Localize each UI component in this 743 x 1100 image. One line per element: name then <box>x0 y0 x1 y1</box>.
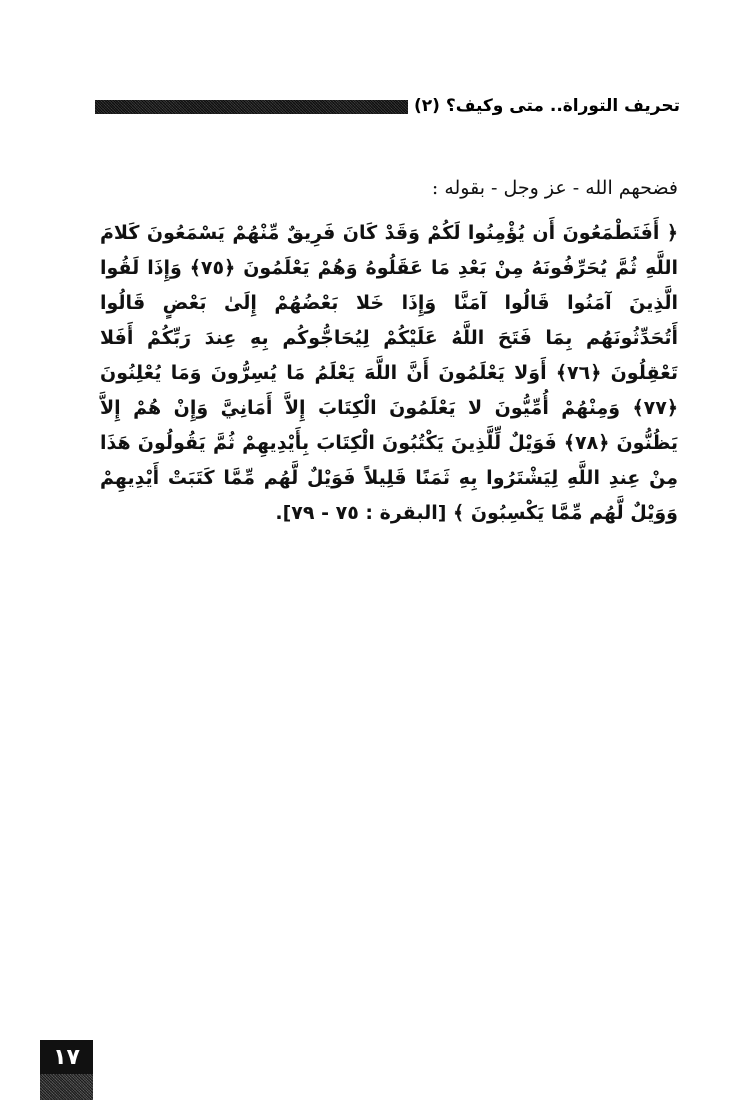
header-title: تحريف التوراة.. متى وكيف؟ (٢) <box>414 96 680 116</box>
intro-text: فضحهم الله - عز وجل - بقوله : <box>431 177 678 199</box>
quran-verse-block: ﴿ أَفَتَطْمَعُونَ أَن يُؤْمِنُوا لَكُمْ وَقَدْ كَانَ فَرِيقٌ مِّنْهُمْ يَسْمَعُونَ كَلامَ اللَّهِ ثُمَّ يُحَرِّفُونَهُ مِنْ بَعْدِ مَا عَقَلُوهُ وَهُمْ يَعْلَمُونَ ﴿٧٥﴾ وَإِذَا لَقُوا الَّذِينَ آمَنُوا قَالُوا آمَنَّا وَإِذَا خَلا بَعْضُهُمْ إِلَىٰ بَعْضٍ قَالُوا أَتُحَدِّثُونَهُم بِمَا فَتَحَ اللَّهُ عَلَيْكُمْ لِيُحَاجُّوكُم بِهِ عِندَ رَبِّكُمْ أَفَلا تَعْقِلُونَ ﴿٧٦﴾ أَوَلا يَعْلَمُونَ أَنَّ اللَّهَ يَعْلَمُ مَا يُسِرُّونَ وَمَا يُعْلِنُونَ ﴿٧٧﴾ وَمِنْهُمْ أُمِّيُّونَ لا يَعْلَمُونَ الْكِتَابَ إِلاَّ أَمَانِيَّ وَإِنْ هُمْ إِلاَّ يَظُنُّونَ ﴿٧٨﴾ فَوَيْلٌ لِّلَّذِينَ يَكْتُبُونَ الْكِتَابَ بِأَيْدِيهِمْ ثُمَّ يَقُولُونَ هَذَا مِنْ عِندِ اللَّهِ لِيَشْتَرُوا بِهِ ثَمَنًا قَلِيلاً فَوَيْلٌ لَّهُم مِّمَّا كَتَبَتْ أَيْدِيهِمْ وَوَيْلٌ لَّهُم مِّمَّا يَكْسِبُونَ ﴾ [البقرة : ٧٥ - ٧٩]. <box>100 222 679 524</box>
verse-close-bracket: ﴾ <box>453 502 465 524</box>
running-header <box>95 92 680 120</box>
verse-open-bracket: ﴿ <box>666 222 678 244</box>
page-number-block <box>40 1040 93 1100</box>
page-number: ١٧ <box>40 1040 93 1074</box>
header-decorative-bar <box>95 100 408 114</box>
verse-text: أَفَتَطْمَعُونَ أَن يُؤْمِنُوا لَكُمْ وَقَدْ كَانَ فَرِيقٌ مِّنْهُمْ يَسْمَعُونَ كَلامَ اللَّهِ ثُمَّ يُحَرِّفُونَهُ مِنْ بَعْدِ مَا عَقَلُوهُ وَهُمْ يَعْلَمُونَ ﴿٧٥﴾ وَإِذَا لَقُوا الَّذِينَ آمَنُوا قَالُوا آمَنَّا وَإِذَا خَلا بَعْضُهُمْ إِلَىٰ بَعْضٍ قَالُوا أَتُحَدِّثُونَهُم بِمَا فَتَحَ اللَّهُ عَلَيْكُمْ لِيُحَاجُّوكُم بِهِ عِندَ رَبِّكُمْ أَفَلا تَعْقِلُونَ ﴿٧٦﴾ أَوَلا يَعْلَمُونَ أَنَّ اللَّهَ يَعْلَمُ مَا يُسِرُّونَ وَمَا يُعْلِنُونَ ﴿٧٧﴾ وَمِنْهُمْ أُمِّيُّونَ لا يَعْلَمُونَ الْكِتَابَ إِلاَّ أَمَانِيَّ وَإِنْ هُمْ إِلاَّ يَظُنُّونَ ﴿٧٨﴾ فَوَيْلٌ لِّلَّذِينَ يَكْتُبُونَ الْكِتَابَ بِأَيْدِيهِمْ ثُمَّ يَقُولُونَ هَذَا مِنْ عِندِ اللَّهِ لِيَشْتَرُوا بِهِ ثَمَنًا قَلِيلاً فَوَيْلٌ لَّهُم مِّمَّا كَتَبَتْ أَيْدِيهِمْ وَوَيْلٌ لَّهُم مِّمَّا يَكْسِبُونَ <box>100 222 679 524</box>
verse-reference: [البقرة : ٧٥ - ٧٩] <box>282 502 447 524</box>
page-number-pattern <box>40 1074 93 1100</box>
